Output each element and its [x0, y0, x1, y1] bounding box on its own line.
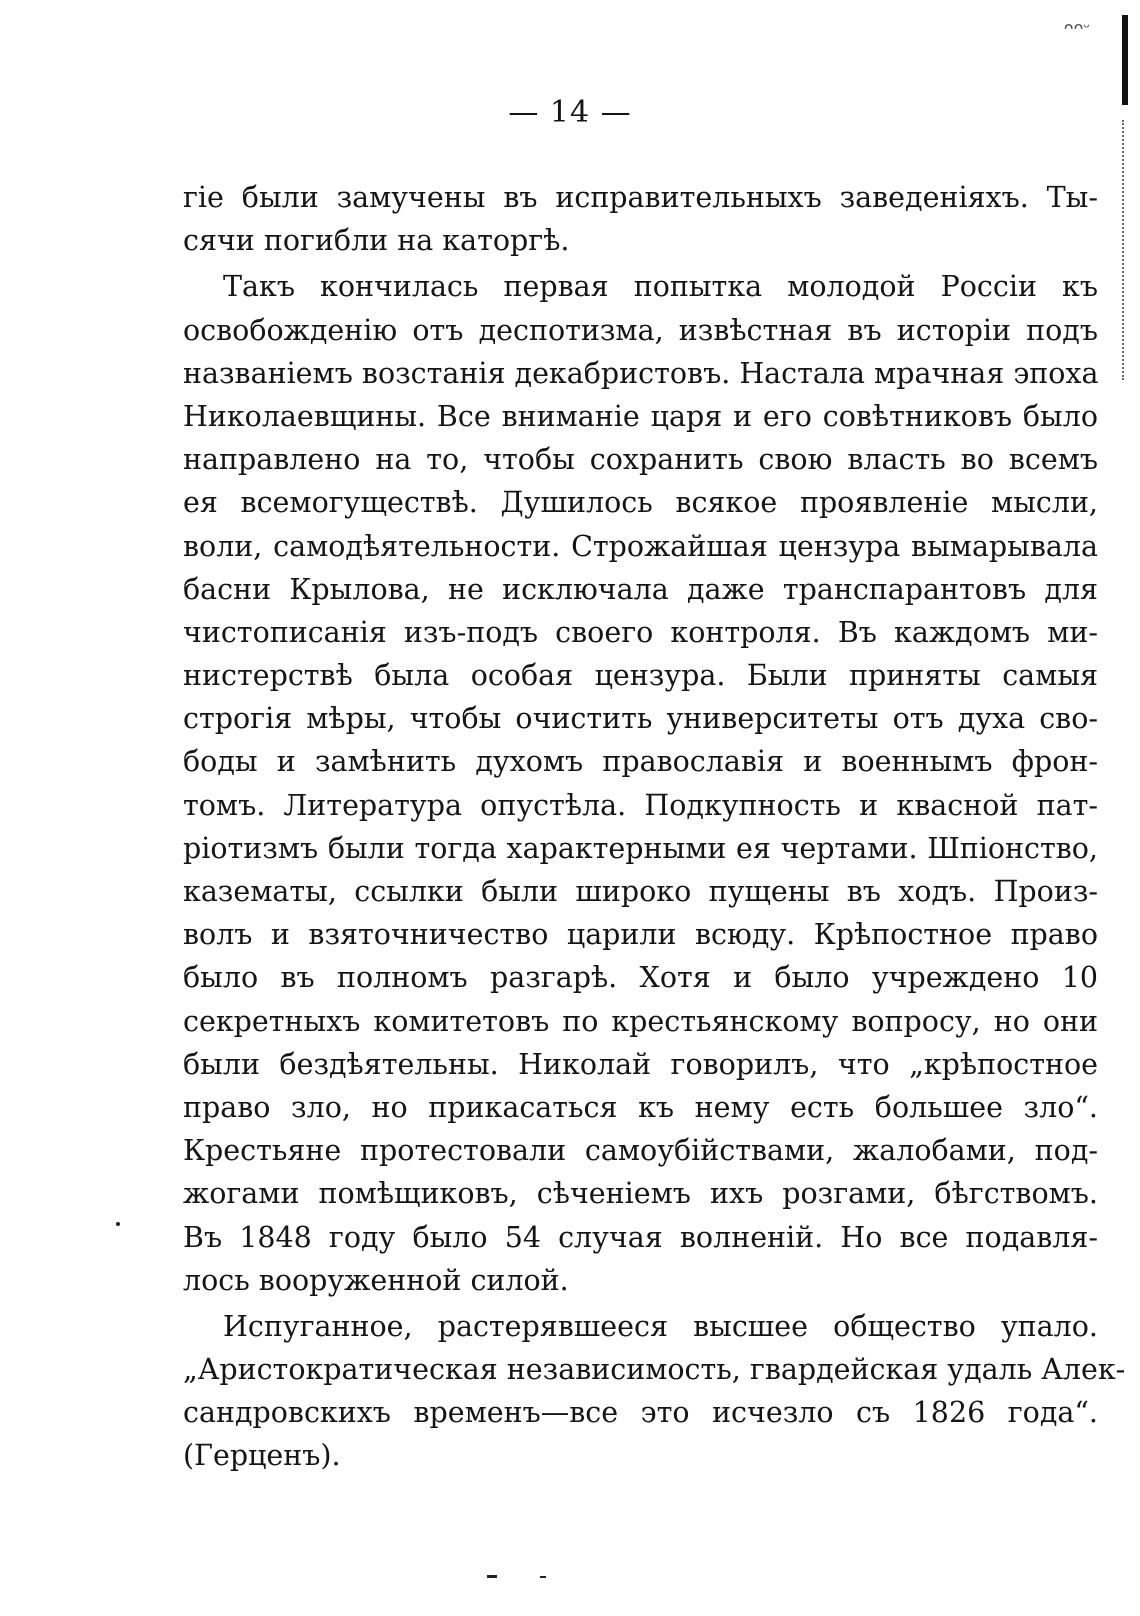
body-text — [183, 176, 1126, 1478]
text-line: нистерствѣ была особая цензура. Были приняты самыя — [183, 659, 1098, 693]
text-line: басни Крылова, не исключала даже транспарантовъ для — [183, 572, 1098, 606]
text-line: жогами помѣщиковъ, сѣченiемъ ихъ розгами, бѣгствомъ. — [183, 1177, 1098, 1211]
scan-speck — [540, 1576, 546, 1578]
text-line: Николаевщины. Все вниманiе царя и его совѣтниковъ было — [183, 399, 1098, 433]
text-line: Испуганное, растерявшееся высшее общество упало. — [223, 1309, 1098, 1343]
text-line: ея всемогуществѣ. Душилось всякое проявленiе мысли, — [183, 486, 1098, 520]
text-line: секретныхъ комитетовъ по крестьянскому вопросу, но они — [183, 1004, 1098, 1038]
text-line: Такъ кончилась первая попытка молодой Россiи къ — [223, 270, 1098, 304]
text-line: „Аристократическая независимость, гвардейская удаль Алек- — [183, 1353, 1126, 1387]
text-line: воли, самодѣятельности. Строжайшая цензура вымарывала — [183, 529, 1098, 563]
text-line: боды и замѣнить духомъ православiя и военнымъ фрон- — [183, 745, 1098, 779]
text-line: право зло, но прикасаться къ нему есть большее зло“. — [183, 1090, 1098, 1124]
scan-speck — [487, 1575, 497, 1578]
text-line: освобожденiю отъ деспотизма, извѣстная въ исторiи подъ — [183, 313, 1098, 347]
text-line: (Герценъ). — [183, 1439, 341, 1473]
text-line: было въ полномъ разгарѣ. Хотя и было учреждено 10 — [183, 961, 1098, 995]
scan-edge-bar — [1122, 15, 1128, 105]
text-line: сячи погибли на каторгѣ. — [183, 224, 570, 258]
text-line: казематы, ссылки были широко пущены въ ходъ. Произ- — [183, 875, 1098, 908]
text-line: волъ и взяточничество царили всюду. Крѣпостное право — [183, 918, 1098, 952]
scan-edge-dots — [1122, 120, 1126, 380]
text-line: Крестьяне протестовали самоубiйствами, жалобами, под- — [183, 1134, 1098, 1168]
text-line: чистописанiя изъ-подъ своего контроля. Въ каждомъ ми- — [183, 615, 1098, 649]
text-line: сандровскихъ временъ—все это исчезло съ 1826 года“. — [183, 1396, 1098, 1430]
page-number: — 14 — — [508, 95, 632, 130]
scan-corner-mark: ᴖᴖᵕ — [1063, 18, 1090, 37]
text-line: строгiя мѣры, чтобы очистить университеты отъ духа сво- — [183, 702, 1098, 736]
text-line: названiемъ возстанiя декабристовъ. Настала мрачная эпоха — [183, 356, 1099, 390]
text-line: Въ 1848 году было 54 случая волненiй. Но все подавля- — [183, 1220, 1098, 1254]
text-line: томъ. Литература опустѣла. Подкупность и квасной пат- — [183, 788, 1098, 822]
text-line: рiотизмъ были тогда характерными ея чертами. Шпiонство, — [183, 831, 1098, 865]
text-line: гiе были замучены въ исправительныхъ заведенiяхъ. Ты- — [183, 181, 1098, 214]
scan-speck — [116, 1222, 120, 1226]
text-line: лось вооруженной силой. — [183, 1263, 569, 1297]
text-line: направлено на то, чтобы сохранить свою власть во всемъ — [183, 443, 1098, 477]
text-line: были бездѣятельны. Николай говорилъ, что „крѣпостное — [183, 1047, 1098, 1081]
